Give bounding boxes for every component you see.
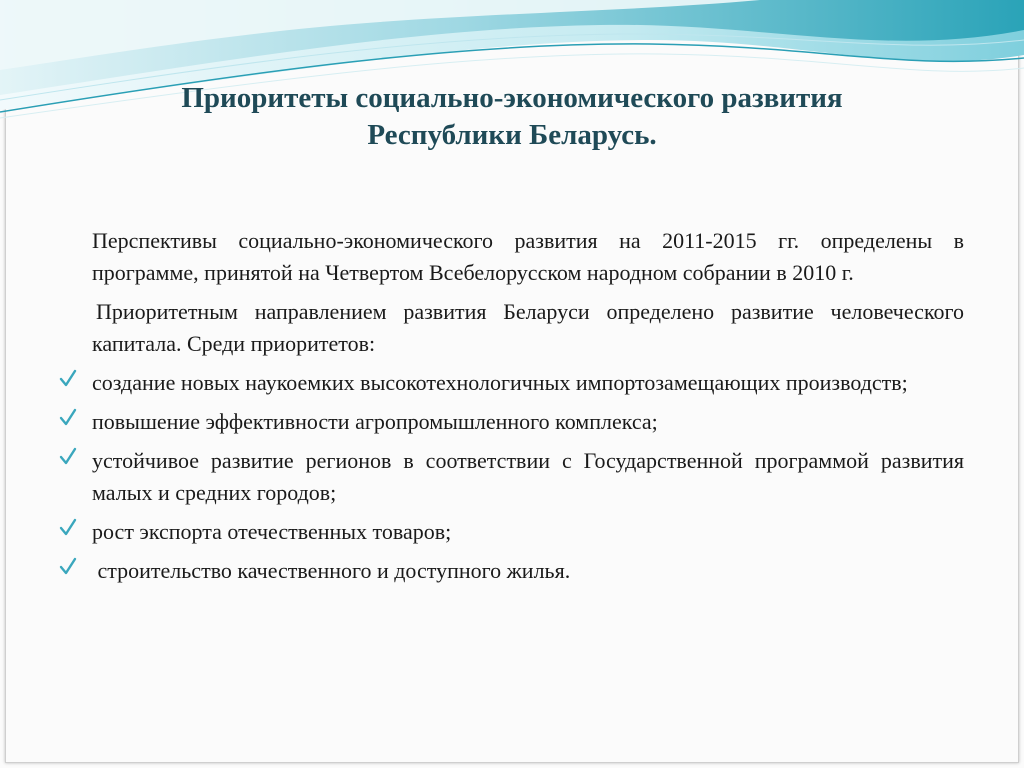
checkmark-icon	[59, 446, 77, 466]
list-item	[92, 367, 964, 399]
list-item	[92, 555, 964, 587]
list-item	[92, 516, 964, 548]
priority-text: повышение эффективности агропромышленного комплекса;	[92, 409, 658, 434]
priority-text: устойчивое развитие регионов в соответствии с Государственной программой развития малых и средних городов;	[92, 448, 964, 505]
checkmark-icon	[59, 556, 77, 576]
checkmark-icon	[59, 368, 77, 388]
priority-intro-paragraph: Приоритетным направлением развития Беларуси определено развитие человеческого капитала. Среди приоритетов:	[92, 299, 964, 356]
checkmark-icon	[59, 407, 77, 427]
intro-paragraph: Перспективы социально-экономического развития на 2011-2015 гг. определены в программе, принятой на Четвертом Всебелорусском народном собрании в 2010 г.	[92, 228, 964, 285]
title-line-1: Приоритеты социально-экономического развития	[181, 82, 843, 114]
priority-text: рост экспорта отечественных товаров;	[92, 519, 452, 544]
title-line-2: Республики Беларусь.	[367, 119, 657, 151]
list-item	[92, 445, 964, 509]
priority-text: строительство качественного и доступного жилья.	[92, 558, 571, 583]
list-item	[92, 406, 964, 438]
priorities-list	[92, 367, 964, 587]
checkmark-icon	[59, 517, 77, 537]
slide-body	[92, 225, 964, 594]
priority-text: создание новых наукоемких высокотехнологичных импортозамещающих производств;	[92, 370, 908, 395]
slide-title	[60, 80, 964, 154]
